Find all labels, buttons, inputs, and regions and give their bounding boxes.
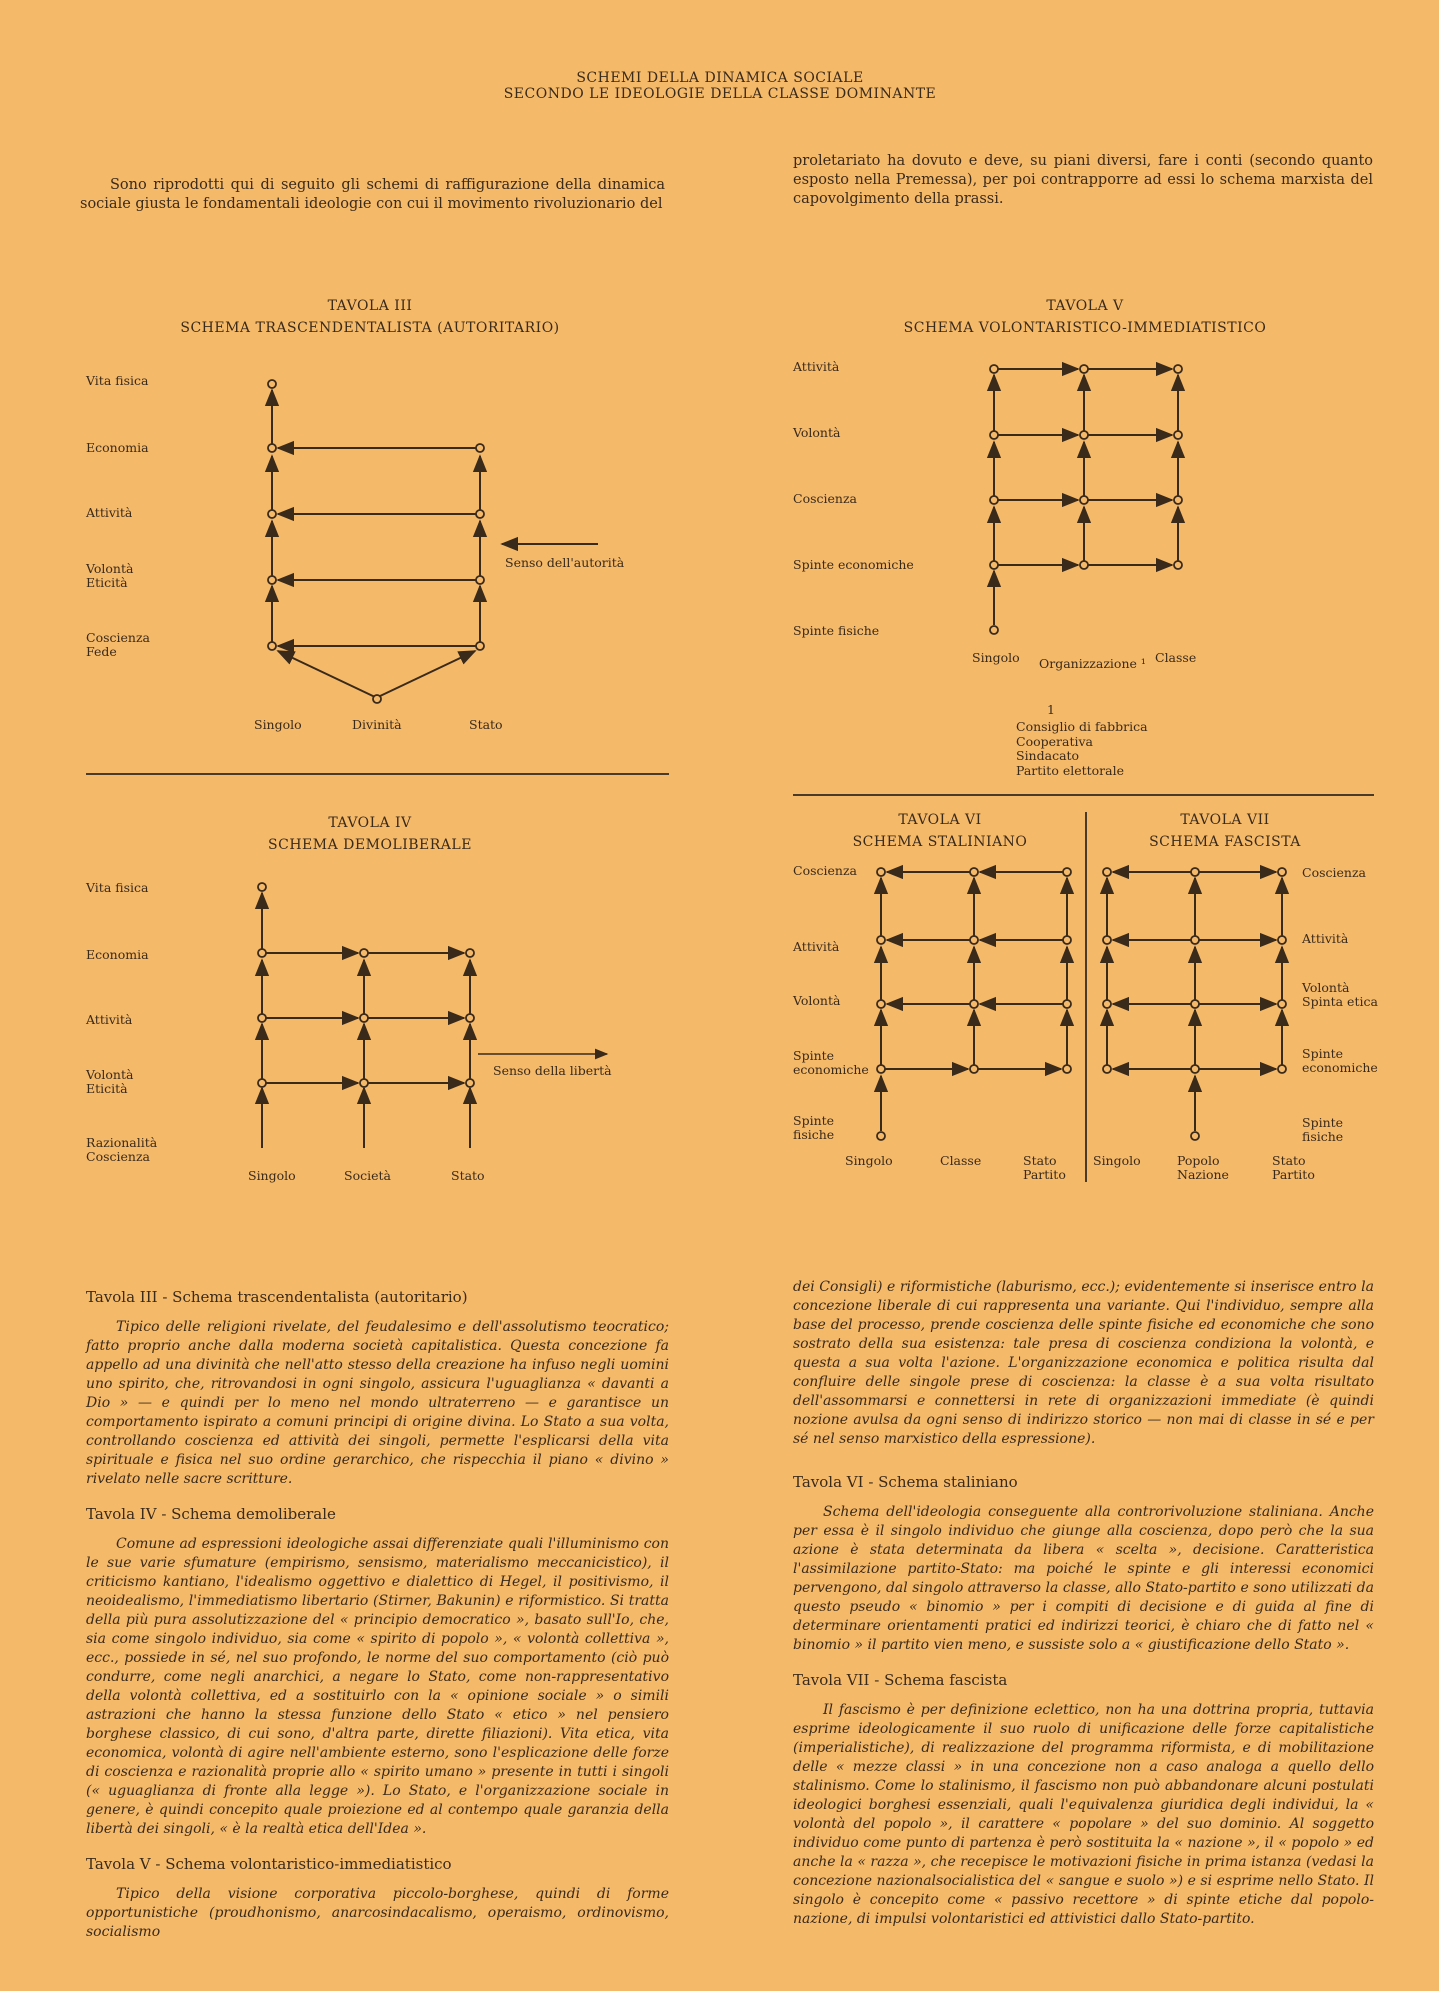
divider-left — [86, 773, 669, 775]
tavola4-col-1: Società — [344, 1168, 391, 1183]
tavola6-row-4: Spinte fisiche — [793, 1113, 835, 1142]
tavola3-row-3: Volontà Eticità — [86, 561, 134, 590]
tavola3-col-0: Singolo — [254, 717, 302, 732]
tavola3-col-1: Divinità — [352, 717, 402, 732]
tavola5-row-3: Spinte economiche — [793, 557, 914, 572]
tavola6-title — [820, 812, 1060, 850]
tavola4-title — [170, 815, 570, 853]
tavola3-row-1: Economia — [86, 440, 149, 455]
section-text: Tipico delle religioni rivelate, del feudalesimo e dell'assolutismo teocratico; fatto proprio anche dalla moderna società capitalistica. Questa concezione fa appello ad una divinità che nell'atto stesso della creazione ha infuso negli uomini uno spirito, che, ritrovandosi in ogni singolo, assicura l'uguaglianza « davanti a Dio » — e quindi per lo meno nel mondo ultraterreno — e garantisce un comportamento ispirato a comuni principi di origine divina. Lo Stato a sua volta, controllando coscienza ed attività dei singoli, permette l'esplicarsi della vita spirituale e fisica nel suo ordine gerarchico, che rispecchia il piano « divino » rivelato nelle sacre scritture. — [86, 1319, 669, 1487]
tavola5-col-0: Singolo — [972, 650, 1020, 665]
tavola4-row-4: Razionalità Coscienza — [86, 1135, 158, 1164]
section-text: Schema dell'ideologia conseguente alla controrivoluzione staliniana. Anche per essa è il singolo individuo che giunge alla coscienza, dopo però che la sua azione è stata determinata da libera « scelta », decisione. Caratteristica l'assimilazione partito-Stato: ma poiché le spinte e gli interessi economici pervengono, dal singolo attraverso la classe, allo Stato-partito e sono utilizzati da questo pseudo « binomio » per i compiti di decisione e di guida al fine di determinare orientamenti pratici ed indirizzi teorici, è chiaro che di fatto nel « binomio » il partito vien meno, e sussiste solo a « giustificazione dello Stato ». — [793, 1504, 1374, 1653]
tavola4-col-0: Singolo — [248, 1168, 296, 1183]
tavola3-row-2: Attività — [86, 505, 133, 520]
tavola5-footnote — [1016, 720, 1148, 778]
tavola5-title — [875, 298, 1295, 336]
page-title-line2: SECONDO LE IDEOLOGIE DELLA CLASSE DOMINANTE — [503, 86, 937, 102]
tavola7-title — [1105, 812, 1345, 850]
section-heading: Tavola V - Schema volontaristico-immediatistico — [86, 1855, 452, 1873]
tavola4-subtitle: SCHEMA DEMOLIBERALE — [268, 837, 472, 853]
tavola4-diagram — [262, 893, 607, 1148]
section-heading: Tavola III - Schema trascendentalista (autoritario) — [86, 1288, 468, 1306]
tavola7-col-2: Stato Partito — [1272, 1153, 1315, 1182]
tavola4-col-2: Stato — [451, 1168, 485, 1183]
section-text: dei Consigli) e riformistiche (laburismo, ecc.); evidentemente si inserisce entro la concezione liberale di cui rappresenta una variante. Qui l'individuo, sempre alla base del processo, prende coscienza delle spinte fisiche ed economiche che sono sostrato della sua esistenza: tale presa di coscienza condiziona la volontà, e questa a sua volta l'azione. L'organizzazione economica e politica risulta dal confluire delle singole prese di coscienza: la classe è a sua volta risultato dell'assommarsi e connettersi in rete di organizzazioni immediate (è quindi nozione avulsa da ogni senso di indirizzo storico — non mai di classe in sé e per sé nel senso marxistico della espressione). — [793, 1279, 1374, 1447]
tavola5-title-text: TAVOLA V — [1046, 298, 1124, 314]
tavola6-col-2: Stato Partito — [1023, 1153, 1066, 1182]
tavola6-col-0: Singolo — [845, 1153, 893, 1168]
intro-right: proletariato ha dovuto e deve, su piani diversi, fare i conti (secondo quanto esposto nella Premessa), per poi contrapporre ad essi lo schema marxista del capovolgimento della prassi. — [793, 153, 1373, 207]
section-text: Tipico della visione corporativa piccolo-borghese, quindi di forme opportunistiche (proudhonismo, anarcosindacalismo, operaismo, ordinovismo, socialismo — [86, 1886, 669, 1940]
tavola5-row-0: Attività — [793, 359, 840, 374]
tavola5-footnote-mark: 1 — [1047, 702, 1055, 717]
tavola7-row-4: Spinte fisiche — [1302, 1115, 1344, 1144]
section-heading: Tavola IV - Schema demoliberale — [86, 1505, 336, 1523]
section-heading: Tavola VI - Schema staliniano — [793, 1473, 1018, 1491]
tavola6-title-text: TAVOLA VI — [898, 812, 982, 828]
divider-right — [793, 794, 1374, 796]
tavola3-arrow-label: Senso dell'autorità — [505, 555, 625, 570]
section-text: Comune ad espressioni ideologiche assai differenziate quali l'illuminismo con le sue varie sfumature (empirismo, sensismo, materialismo meccanicistico), il criticismo kantiano, l'idealismo oggettivo e dialettico di Hegel, il positivismo, il neoidealismo, l'immediatismo libertario (Stirner, Bakunin) e riformistico. Si tratta della più pura assolutizzazione del « principio democratico », basato sull'Io, che, sia come singolo individuo, sia come « spirito di popolo », « volontà collettiva », ecc., possiede in sé, nel suo profondo, le norme del suo comportamento (ciò può condurre, come negli anarchici, a negare lo Stato, come non-rappresentativo della volontà collettiva, ed a sostituirlo con la « opinione sociale » o simili astrazioni che hanno la stessa funzione dello Stato « etico » nel pensiero borghese classico, di cui sono, d'altra parte, dirette filiazioni). Vita etica, vita economica, volontà di agire nell'ambiente esterno, sono l'esplicazione delle forze di coscienza e razionalità proprie allo « spirito umano » presente in tutti i singoli (« uguaglianza di fronte alla legge »). Lo Stato, e l'organizzazione sociale in genere, è quindi concepito quale proiezione ed al contempo quale garanzia della libertà dei singoli, « è la realtà etica dell'Idea ». — [86, 1536, 669, 1837]
tavola6-col-1: Classe — [940, 1153, 982, 1168]
tavola5-footnote-item: Cooperativa — [1016, 733, 1093, 749]
tavola3-row-4: Coscienza Fede — [86, 630, 150, 659]
tavola3-subtitle: SCHEMA TRASCENDENTALISTA (AUTORITARIO) — [180, 320, 560, 336]
tavola5-footnote-item: Consiglio di fabbrica — [1016, 719, 1148, 734]
tavola5-row-4: Spinte fisiche — [793, 623, 880, 638]
tavola6-subtitle: SCHEMA STALINIANO — [852, 834, 1028, 850]
tavola6-row-1: Attività — [793, 939, 840, 954]
tavola5-subtitle: SCHEMA VOLONTARISTICO-IMMEDIATISTICO — [903, 320, 1267, 336]
divider-vertical — [1085, 812, 1087, 1182]
tavola7-title-text: TAVOLA VII — [1180, 812, 1270, 828]
tavola4-row-2: Attività — [86, 1012, 133, 1027]
tavola4-row-0: Vita fisica — [86, 880, 149, 895]
tavola7-row-1: Attività — [1302, 931, 1349, 946]
tavola6-row-0: Coscienza — [793, 863, 857, 878]
tavola5-footnote-item: Sindacato — [1016, 748, 1080, 763]
tavola6-row-3: Spinte economiche — [793, 1048, 869, 1077]
right-column-text — [793, 1278, 1374, 1929]
tavola7-col-0: Singolo — [1093, 1153, 1141, 1168]
tavola5-row-1: Volontà — [793, 425, 841, 440]
tavola7-row-0: Coscienza — [1302, 865, 1366, 880]
tavola5-col-1: Organizzazione ¹ — [1039, 656, 1146, 671]
left-column-text — [86, 1288, 669, 1942]
tavola3-col-2: Stato — [469, 717, 503, 732]
tavola4-row-3: Volontà Eticità — [86, 1067, 134, 1096]
tavola5-col-2: Classe — [1155, 650, 1197, 665]
tavola7-col-1: Popolo Nazione — [1177, 1153, 1229, 1182]
tavola7-row-2: Volontà Spinta etica — [1302, 980, 1378, 1009]
page-title-line1: SCHEMI DELLA DINAMICA SOCIALE — [576, 70, 864, 86]
tavola3-title-text: TAVOLA III — [327, 298, 413, 314]
tavola7-row-3: Spinte economiche — [1302, 1046, 1378, 1075]
tavola4-arrow-label: Senso della libertà — [493, 1063, 612, 1078]
tavola4-row-1: Economia — [86, 947, 149, 962]
section-heading: Tavola VII - Schema fascista — [793, 1671, 1008, 1689]
intro-left: Sono riprodotti qui di seguito gli schemi di raffigurazione della dinamica sociale giusta le fondamentali ideologie con cui il movimento rivoluzionario del — [80, 177, 665, 212]
tavola3-row-0: Vita fisica — [86, 373, 149, 388]
tavola3-diagram — [272, 390, 598, 697]
tavola6-row-2: Volontà — [793, 993, 841, 1008]
section-text: Il fascismo è per definizione eclettico, non ha una dottrina propria, tuttavia esprime ideologicamente il suo ruolo di unificazione delle forze capitalistiche (imperialistiche), di realizzazione del programma riformista, e di mobilitazione delle « mezze classi » in una concezione non a caso analoga a quello dello stalinismo. Come lo stalinismo, il fascismo non può abbandonare alcuni postulati ideologici borghesi essenziali, quali l'equivalenza giuridica degli individui, la « volontà del popolo », il carattere « popolare » del suo dominio. Al soggetto individuo come punto di partenza è però sostituita la « nazione », il « popolo » ed anche la « razza », che recepisce le motivazioni fisiche in prima istanza (vedasi la concezione nazionalsocialistica del « sangue e suolo ») e si esprime nello Stato. Il singolo è concepito come « passivo recettore » di spinte etiche dal popolo-nazione, di impulsi volontaristici ed attivistici dallo Stato-partito. — [793, 1702, 1374, 1927]
tavola7-subtitle: SCHEMA FASCISTA — [1149, 834, 1301, 850]
tavola4-title-text: TAVOLA IV — [328, 815, 412, 831]
tavola5-row-2: Coscienza — [793, 491, 857, 506]
tavola5-footnote-item: Partito elettorale — [1016, 762, 1125, 778]
